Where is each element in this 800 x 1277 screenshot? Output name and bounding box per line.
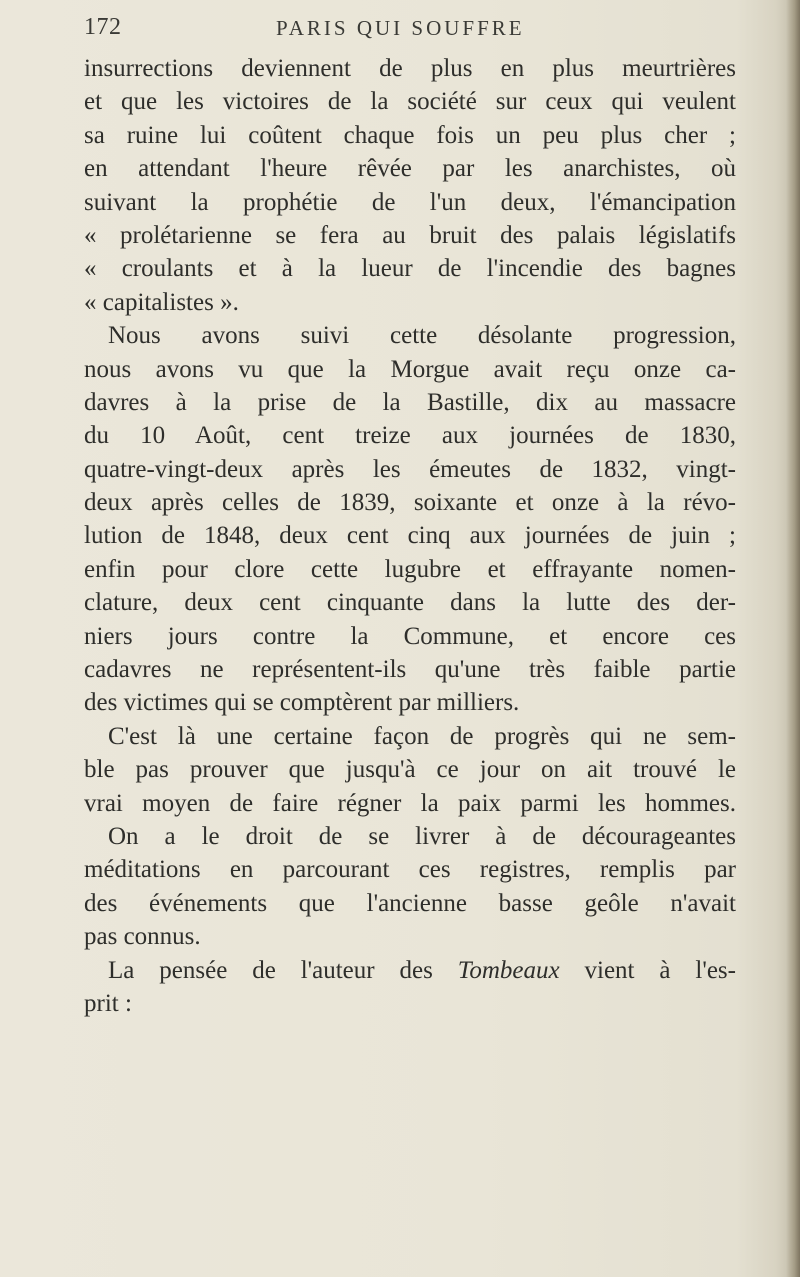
text-line: Nous avons suivi cette désolante progression, [108,322,736,350]
text-line: sa ruine lui coûtent chaque fois un peu plus cher ; [84,121,736,149]
text-line: clature, deux cent cinquante dans la lutte des der- [84,589,736,617]
text-line: quatre-vingt-deux après les émeutes de 1832, vingt- [84,455,736,483]
text-line: nous avons vu que la Morgue avait reçu onze ca- [84,355,736,383]
text-line: deux après celles de 1839, soixante et onze à la révo- [84,489,736,517]
text-line: méditations en parcourant ces registres, remplis par [84,856,736,884]
text-line: suivant la prophétie de l'un deux, l'émancipation [84,188,736,216]
running-title: PARIS QUI SOUFFRE [276,16,525,40]
text-line: des événements que l'ancienne basse geôle n'avait [84,889,736,917]
text-line: « prolétarienne se fera au bruit des palais législatifs [84,221,736,249]
book-title-italic: Tombeaux [457,956,560,984]
text-line: « croulants et à la lueur de l'incendie des bagnes [84,255,736,283]
text-line: en attendant l'heure rêvée par les anarchistes, où [84,155,736,183]
final-line-start: La pensée de l'auteur des [108,956,458,984]
text-line: ble pas prouver que jusqu'à ce jour on ait trouvé le [84,756,736,784]
text-line-closing: prit : [84,989,132,1017]
text-line: du 10 Août, cent treize aux journées de 1830, [84,422,736,450]
text-line: davres à la prise de la Bastille, dix au massacre [84,388,736,416]
text-line: et que les victoires de la société sur ceux qui veulent [84,88,736,116]
text-line: pas connus. [84,923,201,951]
text-line: lution de 1848, deux cent cinq aux journées de juin ; [84,522,736,550]
text-line: des victimes qui se comptèrent par milliers. [84,689,520,717]
text-line: vrai moyen de faire régner la paix parmi les hommes. [84,789,736,817]
text-line: insurrections deviennent de plus en plus meurtrières [84,55,736,82]
page-number: 172 [84,14,122,40]
body-text [84,52,736,1020]
text-line: enfin pour clore cette lugubre et effrayante nomen- [84,555,736,583]
text-line: cadavres ne représentent-ils qu'une très faible partie [84,656,736,684]
text-line: C'est là une certaine façon de progrès qui ne sem- [108,722,736,750]
text-line-final [84,954,736,987]
page-edge-shadow [786,0,800,1277]
final-line-end: vient à l'es- [559,956,736,984]
page-header [84,8,734,48]
text-line: niers jours contre la Commune, et encore ces [84,622,736,650]
text-line: On a le droit de se livrer à de décourageantes [108,822,736,850]
text-line: « capitalistes ». [84,288,239,316]
